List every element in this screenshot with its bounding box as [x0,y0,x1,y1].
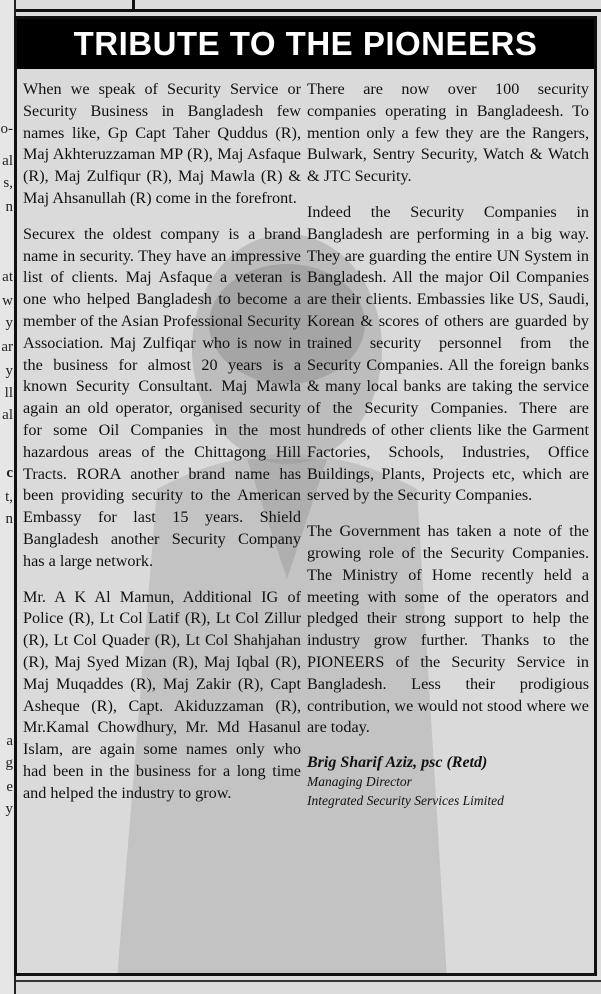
fragment: y [5,363,13,379]
fragment: n [5,199,13,215]
bottom-rule [16,980,601,982]
top-rule [16,9,601,12]
fragment: ar [1,339,13,355]
paragraph: The Government has taken a note of the growing role of the Security Companies. The Ministry of Home recently held a meeting with some of the operators and pledged their strong support to help the industry grow further. Thanks to the PIONEERS of the Security Service in Bangladesh. Less their prodigious contribution, we would not stood where we are today. [307,522,589,737]
fragment: a [6,733,13,749]
fragment: o- [0,121,13,137]
right-column [307,79,589,810]
signature-company: Integrated Security Services Limited [307,793,504,809]
fragment: s, [3,175,13,191]
fragment: y [5,315,13,331]
left-column [23,79,301,819]
signature-block [307,753,589,810]
fragment: n [5,511,13,527]
fragment: t, [5,489,13,505]
article-frame [14,16,597,976]
fragment: c [6,465,13,481]
signature-title: Managing Director [307,774,412,790]
fragment: y [5,801,13,817]
fragment: g [5,755,13,771]
signature-name: Brig Sharif Aziz, psc (Retd) [307,754,488,772]
fragment: al [2,153,13,169]
paragraph: There are now over 100 security companies operating in Bangladeesh. To mention only a few they are the Rangers, Bulwark, Sentry Security, Watch & Watch & JTC Security. [307,80,589,186]
fragment: ll [4,385,13,401]
fragment: at [2,269,13,285]
paragraph: Indeed the Security Companies in Bangladesh are performing in a big way. They are guarding the entire UN System in Bangladesh. All the major Oil Companies are their clients. Embassies like US, Saudi, Korean & scores of others are guarded by trained security personnel from the Security Companies. All the foreign banks & many local banks are taking the service of the Security Companies. There are hundreds of other clients like the Garment Factories, Schools, Industries, Office Buildings, Plants, Projects etc, which are served by the Security Companies. [307,202,589,505]
fragment: e [6,779,13,795]
page-title: TRIBUTE TO THE PIONEERS [17,19,594,69]
paragraph: Securex the oldest company is a brand name in security. They have an impressive list of clients. Maj Asfaque a veteran is one who helped Bangladesh to become a member of the Asian Professional Security Association. Maj Zulfiqar who is now in the business for almost 20 years is a known Security Consultant. Maj Mawla again an old operator, organised security for some Oil Companies in the most hazardous areas of the Chittagong Hill Tracts. RORA another brand name has been providing security to the American Embassy for last 15 years. Shield Bangladesh another Security Company has a large network. [23,224,301,570]
paragraph: Mr. A K Al Mamun, Additional IG of Police (R), Lt Col Latif (R), Lt Col Zillur (R), Lt Col Quader (R), Lt Col Shahjahan (R), Maj Syed Mizan (R), Maj Iqbal (R), Maj Muqaddes (R), Maj Zakir (R), Capt Asheque (R), Capt. Akiduzzaman (R), Mr.Kamal Chowdhury, Mr. Md Hasanul Islam, are again some names only who had been in the business for a long time and helped the industry to grow. [23,587,301,802]
paragraph: When we speak of Security Service or Security Business in Bangladesh few names like, Gp Capt Taher Quddus (R), Maj Akhteruzzaman MP (R), Maj Asfaque (R), Maj Zulfiqur (R), Maj Mawla (R) & Maj Ahsanullah (R) come in the forefront. [23,80,301,207]
fragment: al [2,407,13,423]
fragment: w [2,293,13,309]
